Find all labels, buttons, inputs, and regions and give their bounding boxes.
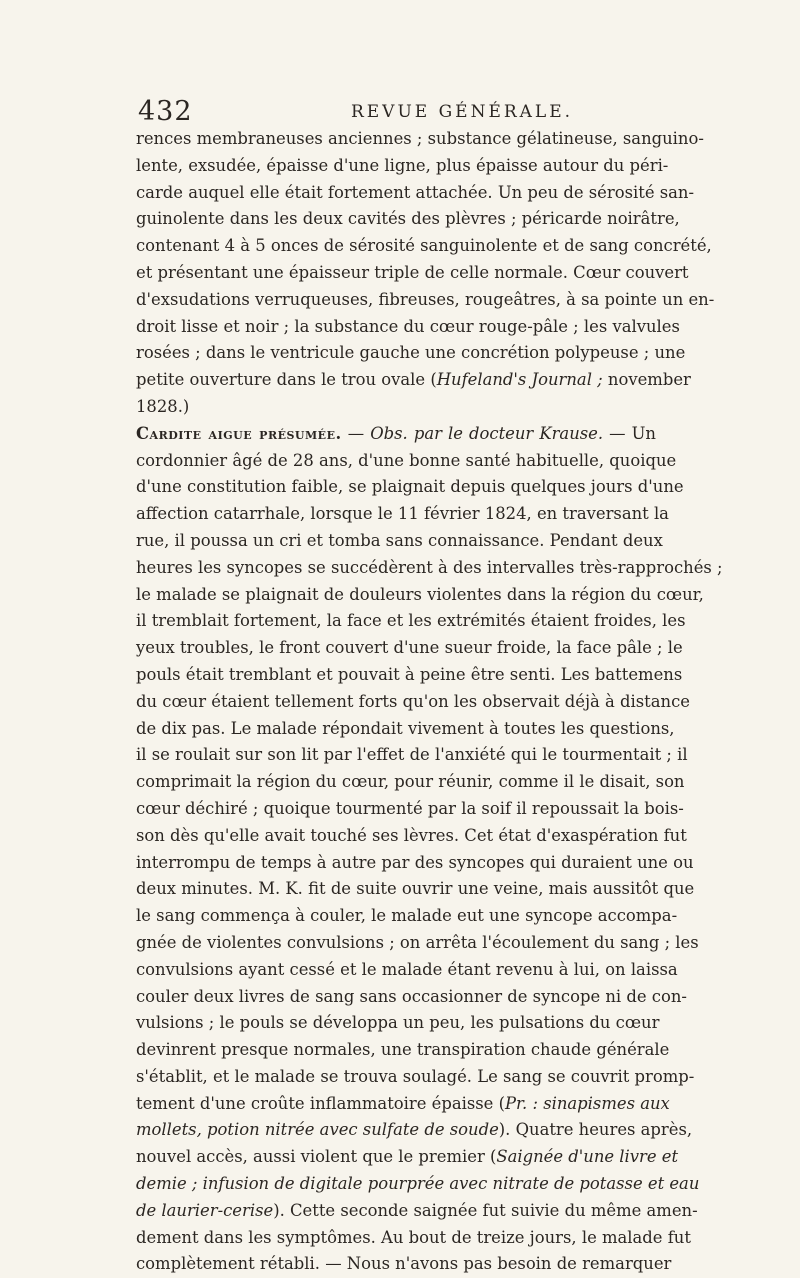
text-run: s'établit, et le malade se trouva soulagé. Le sang se couvrit promp- [136, 1066, 695, 1086]
text-run-after: ). Cette seconde saignée fut suivie du même amen- [273, 1200, 698, 1220]
text-run: cœur déchiré ; quoique tourmenté par la soif il repoussait la bois- [136, 798, 684, 818]
text-run: lente, exsudée, épaisse d'une ligne, plus épaisse autour du péri- [136, 155, 669, 175]
text-run: d'exsudations verruqueuses, fibreuses, rougeâtres, à sa pointe un en- [136, 289, 715, 309]
text-line [136, 153, 669, 180]
text-run: le malade se plaignait de douleurs violentes dans la région du cœur, [136, 584, 704, 604]
text-run-after: november [602, 370, 691, 390]
text-line [136, 1198, 698, 1225]
text-line [136, 340, 686, 367]
text-line [136, 742, 688, 769]
text-line [136, 984, 687, 1011]
text-run: dement dans les symptômes. Au bout de treize jours, le malade fut [136, 1227, 691, 1247]
text-line [136, 1117, 693, 1144]
text-line [136, 689, 690, 716]
text-line [136, 1251, 672, 1278]
text-line [136, 769, 685, 796]
italic-run: Saignée d'une livre et [496, 1147, 679, 1167]
text-line [136, 635, 683, 662]
text-line [136, 823, 687, 850]
text-run: guinolente dans les deux cavités des plèvres ; péricarde noirâtre, [136, 209, 680, 229]
text-run: heures les syncopes se succédèrent à des intervalles très-rapprochés ; [136, 557, 723, 577]
text-line [136, 180, 695, 207]
text-run: il se roulait sur son lit par l'effet de l'anxiété qui le tourmentait ; il [136, 745, 688, 765]
text-run: rosées ; dans le ventricule gauche une concrétion polypeuse ; une [136, 343, 686, 363]
text-run: du cœur étaient tellement forts qu'on les observait déjà à distance [136, 691, 690, 711]
italic-run: Hufeland's Journal ; [436, 370, 603, 390]
text-line [136, 1037, 670, 1064]
text-run: tement d'une croûte inflammatoire épaisse ( [136, 1093, 505, 1113]
running-head [138, 96, 666, 126]
text-line [136, 474, 684, 501]
text-run: nouvel accès, aussi violent que le premier ( [136, 1147, 497, 1167]
text-line [136, 126, 704, 153]
text-line [136, 287, 715, 314]
text-run: son dès qu'elle avait touché ses lèvres. Cet état d'exaspération fut [136, 825, 687, 845]
running-title: REVUE GÉNÉRALE. [350, 102, 574, 122]
text-run: droit lisse et noir ; la substance du cœur rouge-pâle ; les valvules [136, 316, 680, 336]
text-line [136, 716, 675, 743]
text-line [136, 394, 656, 421]
italic-run: demie ; infusion de digitale pourprée avec nitrate de potasse et eau [136, 1174, 700, 1194]
text-line [136, 528, 663, 555]
text-line [136, 233, 712, 260]
text-line [136, 448, 677, 475]
text-run: interrompu de temps à autre par des syncopes qui duraient une ou [136, 852, 694, 872]
text-run: devinrent presque normales, une transpiration chaude générale [136, 1040, 670, 1060]
text-run: affection catarrhale, lorsque le 11 février 1824, en traversant la [136, 504, 669, 524]
text-line [136, 608, 686, 635]
text-run: couler deux livres de sang sans occasionner de syncope ni de con- [136, 986, 687, 1006]
text-line [136, 582, 704, 609]
text-line [136, 1091, 670, 1118]
text-run: comprimait la région du cœur, pour réunir, comme il le disait, son [136, 772, 685, 792]
text-run: complètement rétabli. — Nous n'avons pas besoin de remarquer [136, 1254, 672, 1274]
text-run: petite ouverture dans le trou ovale ( [136, 370, 437, 390]
text-line [136, 930, 699, 957]
text-run: cordonnier âgé de 28 ans, d'une bonne santé habituelle, quoique [136, 450, 677, 470]
text-run: convulsions ayant cessé et le malade étant revenu à lui, on laissa [136, 959, 678, 979]
text-run: pouls était tremblant et pouvait à peine être senti. Les battemens [136, 664, 683, 684]
text-line [136, 367, 691, 394]
italic-run: mollets, potion nitrée avec sulfate de soude [136, 1120, 499, 1140]
text-line [136, 1171, 700, 1198]
section-heading: Cardite aigue présumée. [136, 423, 342, 443]
text-line [136, 1010, 660, 1037]
text-run: — [341, 423, 371, 443]
text-line [136, 662, 683, 689]
text-line [136, 206, 680, 233]
text-run: 1828.) [136, 396, 190, 416]
text-line [136, 314, 680, 341]
text-line [136, 1064, 695, 1091]
text-run: gnée de violentes convulsions ; on arrêta l'écoulement du sang ; les [136, 932, 699, 952]
text-run: il tremblait fortement, la face et les extrémités étaient froides, les [136, 611, 686, 631]
text-line [136, 876, 695, 903]
text-line [136, 555, 723, 582]
text-line [136, 957, 678, 984]
text-line [136, 796, 684, 823]
text-line [136, 903, 678, 930]
text-run: et présentant une épaisseur triple de celle normale. Cœur couvert [136, 262, 689, 282]
text-run: rences membraneuses anciennes ; substance gélatineuse, sanguino- [136, 129, 704, 148]
text-line [136, 1144, 679, 1171]
text-line [136, 1225, 691, 1252]
text-run: d'une constitution faible, se plaignait depuis quelques jours d'une [136, 477, 684, 497]
text-line [136, 260, 689, 287]
italic-run: de laurier-cerise [136, 1200, 274, 1220]
text-run: le sang commença à couler, le malade eut une syncope accompa- [136, 906, 678, 926]
text-run-after: — Un [603, 423, 656, 443]
text-run: carde auquel elle était fortement attachée. Un peu de sérosité san- [136, 182, 695, 202]
text-run: yeux troubles, le front couvert d'une sueur froide, la face pâle ; le [136, 638, 683, 658]
body-text [136, 126, 723, 1278]
text-run-after: ). Quatre heures après, [498, 1120, 693, 1140]
italic-run: Obs. par le docteur Krause. [370, 423, 604, 443]
text-line [136, 850, 694, 877]
page-number: 432 [138, 96, 193, 127]
text-run: de dix pas. Le malade répondait vivement à toutes les questions, [136, 718, 675, 738]
text-run: deux minutes. M. K. fit de suite ouvrir une veine, mais aussitôt que [136, 879, 695, 899]
text-run: contenant 4 à 5 onces de sérosité sanguinolente et de sang concrété, [136, 236, 712, 256]
text-run: vulsions ; le pouls se développa un peu, les pulsations du cœur [136, 1013, 660, 1033]
text-line [136, 421, 656, 448]
text-run: rue, il poussa un cri et tomba sans connaissance. Pendant deux [136, 530, 663, 550]
italic-run: Pr. : sinapismes aux [504, 1093, 670, 1113]
text-line [136, 501, 669, 528]
